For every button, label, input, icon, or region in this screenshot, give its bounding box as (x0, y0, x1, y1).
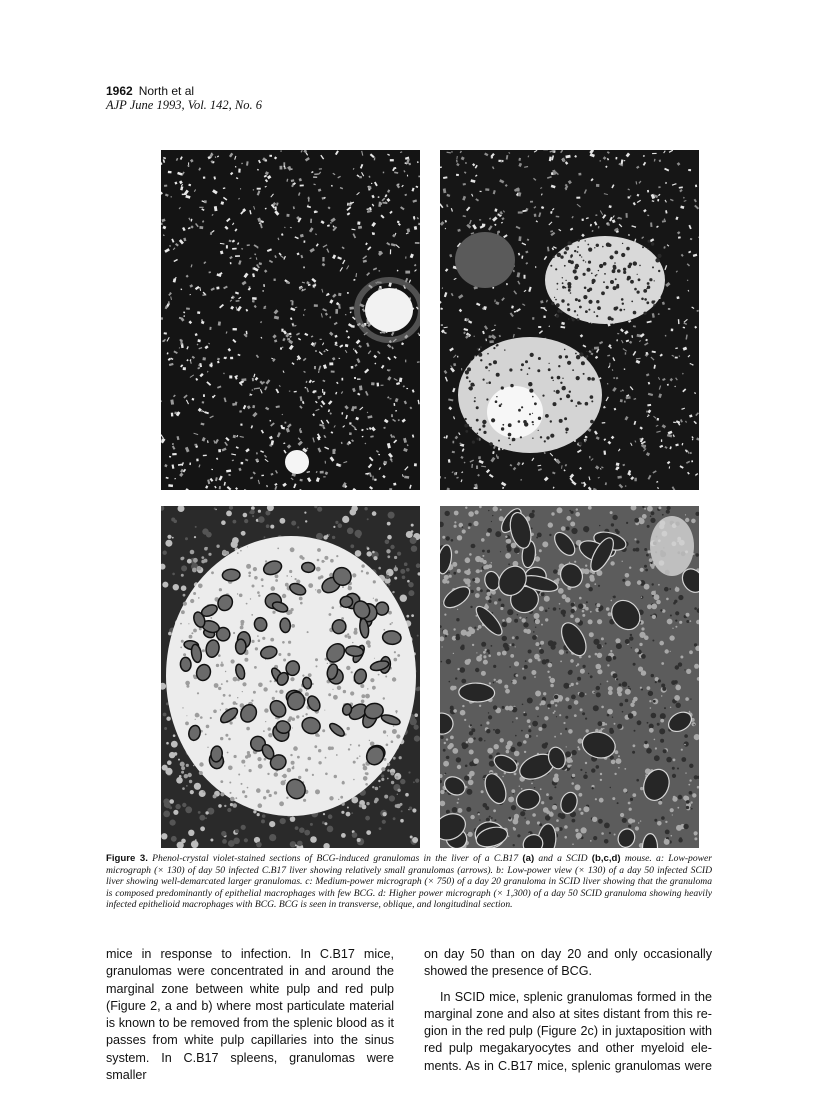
caption-label-a: a: (656, 853, 665, 864)
right-column (424, 946, 712, 1075)
caption-label-c: c: (305, 876, 313, 888)
page-number: 1962 (106, 84, 133, 98)
caption-panel-bcd-ref: (b,c,d) (591, 853, 621, 864)
micrograph-panel-a (161, 150, 420, 490)
left-column (106, 946, 394, 1084)
text-line: passes from white pulp capillaries into the sinus (106, 1033, 394, 1048)
author-names: North et al (138, 84, 195, 98)
caption-label: Figure 3. (106, 853, 148, 864)
running-head (106, 84, 262, 113)
page-header-line (106, 84, 262, 98)
caption-text-3: mouse. (620, 853, 657, 864)
text-line: mice in response to infection. In C.B17 mice, (106, 947, 394, 961)
text-line: marginal zone between white pulp and red pulp (106, 981, 394, 996)
caption-label-b: b: (496, 864, 505, 876)
figure-caption (106, 853, 712, 911)
caption-text-6: Medium-power micrograph (× 750) of a day 20 granuloma in SCID liver showing that the granuloma is composed predominantly of epithelial macrophages with few BCG. (106, 876, 712, 899)
text-line: red pulp megakaryocytes and other myeloid ele- (424, 1041, 712, 1056)
micrograph-panel-d (440, 506, 699, 848)
figure-3-micrographs (161, 150, 699, 848)
text-line: ments. As in C.B17 mice, splenic granulomas were (424, 1058, 712, 1073)
caption-text-4: Low-power micrograph (× 130) of day 50 infected C.B17 liver showing relatively small granulomas (arrows). (106, 853, 713, 876)
micrograph-a-image (161, 150, 420, 490)
right-paragraph-1 (424, 946, 712, 981)
caption-panel-a-ref: (a) (522, 853, 535, 864)
text-line: In SCID mice, splenic granulomas formed in the (440, 989, 712, 1004)
caption-text-1: Phenol-crystal violet-stained sections of BCG-induced granulomas in the liver of a C.B17 (152, 853, 523, 864)
text-line: marginal zone and also at sites distant from this re- (424, 1006, 712, 1021)
micrograph-c-image (161, 506, 420, 848)
text-line: on day 50 than on day 20 and only occasionally (424, 947, 712, 961)
text-line: system. In C.B17 spleens, granulomas were smaller (106, 1050, 394, 1083)
micrograph-panel-c (161, 506, 420, 848)
text-line: granulomas were concentrated in and around the (106, 964, 394, 979)
text-line: (Figure 2, a and b) where most particulate material (106, 998, 394, 1013)
text-line: showed the presence of BCG. (424, 964, 593, 979)
right-paragraph-2 (424, 989, 712, 1075)
journal-citation: AJP June 1993, Vol. 142, No. 6 (106, 98, 262, 112)
caption-text-2: and a SCID (534, 853, 592, 864)
left-paragraph (106, 946, 394, 1084)
text-line: is known to be removed from the splenic blood as it (106, 1016, 394, 1031)
micrograph-b-image (440, 150, 699, 490)
caption-text-5: Low-power view (× 130) of a day 50 infected SCID liver showing well-demarcated larger granulomas. (106, 864, 712, 888)
caption-text-7: Higher power micrograph (× 1,300) of a day 50 SCID granuloma showing heavily infected epithelioid macrophages with BCG. BCG is seen in transverse, oblique, and longitudinal section. (106, 887, 712, 911)
text-line: gion in the red pulp (Figure 2c) in juxtaposition with (424, 1024, 712, 1039)
micrograph-d-image (440, 506, 699, 848)
caption-label-d: d: (378, 887, 387, 899)
micrograph-panel-b (440, 150, 699, 490)
